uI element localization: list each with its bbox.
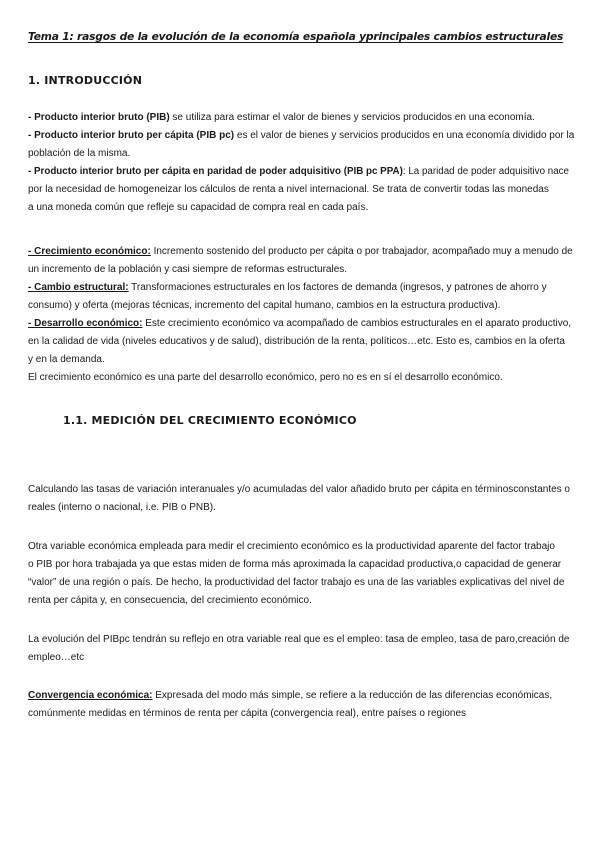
paragraph-tasas [28,481,578,517]
def-crecimiento-continuation: un incremento de la población y casi siempre de reformas estructurales. [28,264,348,275]
def-desarrollo-continuation-2: y en la demanda. [28,354,105,365]
def-ppa-text: : La paridad de poder adquisitivo nace [402,166,569,177]
paragraph-empleo-line-2: empleo…etc [28,652,85,663]
def-desarrollo-text: Este crecimiento económico va acompañado de cambios estructurales en el aparato productivo, [142,318,572,329]
def-desarrollo-continuation-1: en la calidad de vida (niveles educativos y de salud), distribución de la renta, políticos…etc. Esto es, cambios en la oferta [28,336,565,347]
paragraph-tasas-line-2: reales (interno o nacional, i.e. PIB o PNB). [28,502,216,513]
def-pib-label: - Producto interior bruto (PIB) [28,112,170,123]
def-ppa-continuation-1: por la necesidad de homogeneizar los cálculos de renta a nivel internacional. Se trata de convertir todas las monedas [28,184,549,195]
document-title: Tema 1: rasgos de la evolución de la economía española yprincipales cambios estructurales [28,30,564,43]
def-cambio-label: - Cambio estructural: [28,282,129,293]
def-pibpc-text: es el valor de bienes y servicios producidos en una economía dividido por la [234,130,575,141]
paragraph-productividad [28,538,578,610]
section-heading-medicion: 1.1. MEDICIÓN DEL CRECIMIENTO ECONÓMICO [63,414,357,427]
convergencia-label: Convergencia económica: [28,690,153,701]
definitions-pib-block [28,109,578,217]
paragraph-productividad-line-1: Otra variable económica empleada para medir el crecimiento económico es la productividad aparente del factor trabajo [28,541,555,552]
def-crecimiento-line [28,243,578,261]
paragraph-tasas-line-1: Calculando las tasas de variación interanuales y/o acumuladas del valor añadido bruto per cápita en términosconstantes o [28,484,570,495]
def-cambio-text: Transformaciones estructurales en los factores de demanda (ingresos, y patrones de ahorro y [128,282,547,293]
def-pibpc-continuation: población de la misma. [28,148,131,159]
def-crecimiento-label: - Crecimiento económico: [28,246,151,257]
def-ppa-continuation-2: a una moneda común que refleje su capacidad de compra real en cada país. [28,202,369,213]
definitions-growth-block [28,243,578,387]
def-pib-line [28,109,578,127]
def-ppa-label: - Producto interior bruto per cápita en paridad de poder adquisitivo (PIB pc PPA) [28,166,403,177]
def-cambio-continuation: consumo) y oferta (mejoras técnicas, incremento del capital humano, cambios en la estructura productiva). [28,300,501,311]
convergencia-continuation: comúnmente medidas en términos de renta per cápita (convergencia real), entre países o regiones [28,708,467,719]
paragraph-productividad-line-4: renta per cápita y, en consecuencia, del crecimiento económico. [28,595,312,606]
paragraph-empleo-line-1: La evolución del PIBpc tendrán su reflejo en otra variable real que es el empleo: tasa de empleo, tasa de paro,creación de [28,634,570,645]
def-cambio-line [28,279,578,297]
section-heading-introduccion: 1. INTRODUCCIÓN [28,74,143,87]
def-pib-text: se utiliza para estimar el valor de bienes y servicios producidos en una economía. [169,112,535,123]
paragraph-empleo [28,631,578,667]
def-desarrollo-label: - Desarrollo económico: [28,318,143,329]
def-desarrollo-line [28,315,578,333]
paragraph-convergencia [28,687,578,723]
def-pibpc-label: - Producto interior bruto per cápita (PIB pc) [28,130,235,141]
paragraph-productividad-line-2: o PIB por hora trabajada ya que estas miden de forma más aproximada la capacidad productiva,o capacidad de generar [28,559,562,570]
def-pibpc-line [28,127,578,145]
convergencia-line [28,687,578,705]
closing-sentence: El crecimiento económico es una parte del desarrollo económico, pero no es en sí el desarrollo económico. [28,372,503,383]
paragraph-productividad-line-3: “valor” de una región o país. De hecho, la productividad del factor trabajo es una de las variables explicativas del nivel de [28,577,565,588]
convergencia-text: Expresada del modo más simple, se refiere a la reducción de las diferencias económicas, [152,690,553,701]
def-crecimiento-text: Incremento sostenido del producto per cápita o por trabajador, acompañado muy a menudo de [150,246,573,257]
def-ppa-line [28,163,578,181]
